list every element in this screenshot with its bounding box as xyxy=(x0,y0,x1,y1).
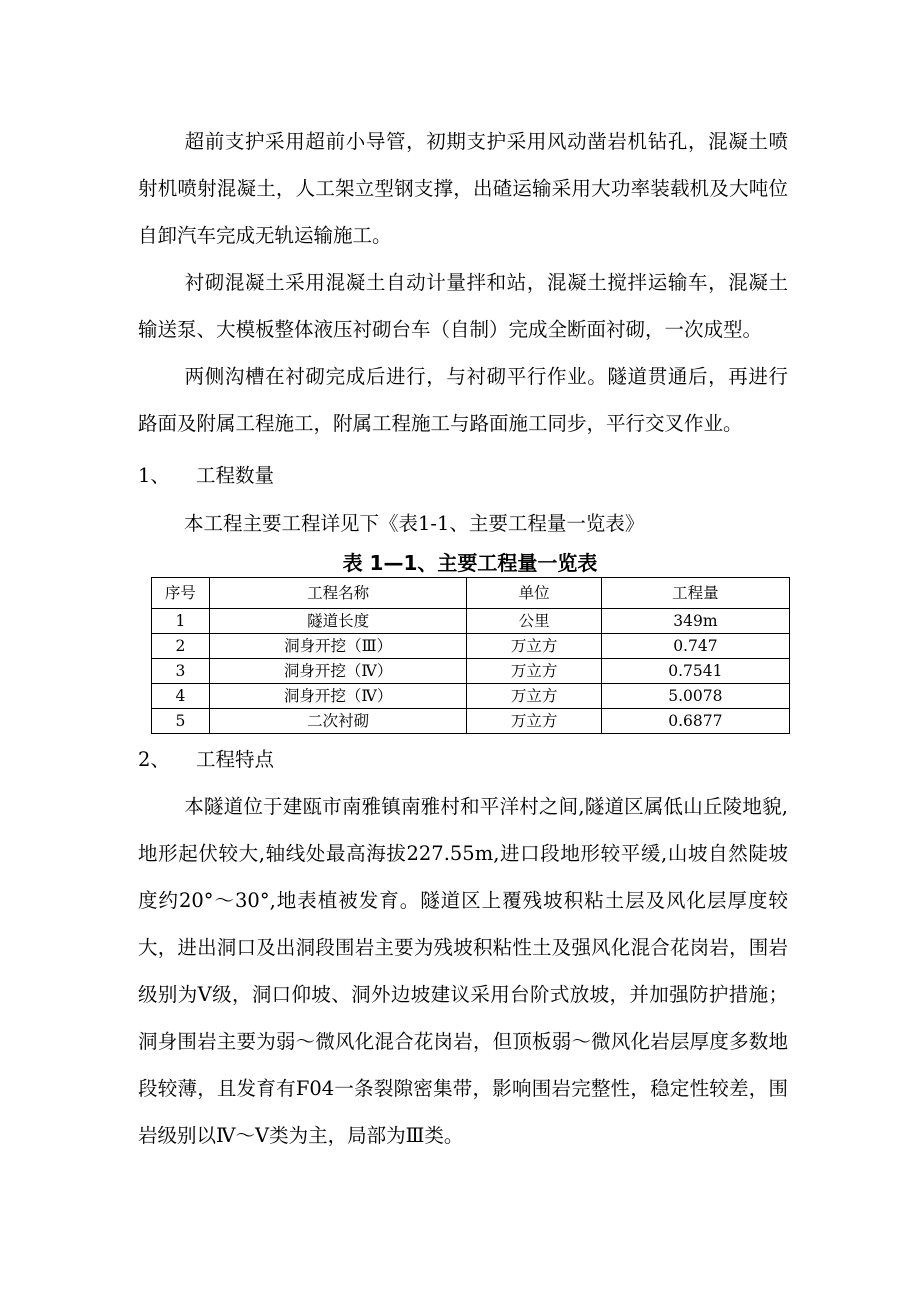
table-cell: 隧道长度 xyxy=(209,609,467,634)
table-cell: 洞身开挖（Ⅲ） xyxy=(209,634,467,659)
table-cell: 万立方 xyxy=(467,634,601,659)
table-row xyxy=(152,609,790,634)
table-cell: 5.0078 xyxy=(601,684,789,709)
table-cell: 万立方 xyxy=(467,659,601,684)
header-cell: 序号 xyxy=(152,578,210,609)
table-row xyxy=(152,659,790,684)
table-intro-text: 本工程主要工程详见下《表1-1、主要工程量一览表》 xyxy=(184,512,645,535)
table-header-row xyxy=(152,578,790,609)
section-title: 工程特点 xyxy=(196,748,275,771)
paragraph-text: 超前支护采用超前小导管，初期支护采用风动凿岩机钻孔，混凝土喷射机喷射混凝土，人工架立型钢支撑，出碴运输采用大功率装载机及大吨位自卸汽车完成无轨运输施工。 xyxy=(138,130,788,247)
table-cell: 1 xyxy=(152,609,210,634)
table-cell: 公里 xyxy=(467,609,601,634)
table-cell: 0.747 xyxy=(601,634,789,659)
table-cell: 万立方 xyxy=(467,684,601,709)
table-cell: 二次衬砌 xyxy=(209,709,467,734)
header-cell: 单位 xyxy=(467,578,601,609)
header-cell: 工程量 xyxy=(601,578,789,609)
table-cell: 349m xyxy=(601,609,789,634)
table-cell: 洞身开挖（Ⅳ） xyxy=(209,684,467,709)
table-row xyxy=(152,634,790,659)
table-row xyxy=(152,684,790,709)
paragraph-tunnel-features xyxy=(138,783,788,1159)
section-number: 1、 xyxy=(138,464,170,487)
table-caption: 表 1—1、主要工程量一览表 xyxy=(342,551,598,575)
header-cell: 工程名称 xyxy=(209,578,467,609)
paragraph-lining xyxy=(138,259,788,353)
paragraph-text: 衬砌混凝土采用混凝土自动计量拌和站，混凝土搅拌运输车，混凝土输送泵、大模板整体液压衬砌台车（自制）完成全断面衬砌，一次成型。 xyxy=(138,271,788,341)
table-cell: 万立方 xyxy=(467,709,601,734)
table-cell: 2 xyxy=(152,634,210,659)
section-heading-features xyxy=(138,745,274,775)
paragraph-trench xyxy=(138,353,788,447)
table-cell: 洞身开挖（Ⅳ） xyxy=(209,659,467,684)
section-title: 工程数量 xyxy=(196,464,275,487)
table-cell: 3 xyxy=(152,659,210,684)
table-row xyxy=(152,709,790,734)
paragraph-advance-support xyxy=(138,118,788,259)
paragraph-text: 本隧道位于建瓯市南雅镇南雅村和平洋村之间,隧道区属低山丘陵地貌,地形起伏较大,轴线处最高海拔227.55m,进口段地形较平缓,山坡自然陡坡度约20°～30°,地表植被发育。隧道区上覆残坡积粘土层及风化层厚度较大，进出洞口及出洞段围岩主要为残坡积粘性土及强风化混合花岗岩，围岩级别为V级，洞口仰坡、洞外边坡建议采用台阶式放坡，并加强防护措施；洞身围岩主要为弱～微风化混合花岗岩，但顶板弱～微风化岩层厚度多数地段较薄，且发育有F04一条裂隙密集带，影响围岩完整性，稳定性较差，围岩级别以Ⅳ～Ⅴ类为主，局部为Ⅲ类。 xyxy=(138,795,788,1147)
table-cell: 0.6877 xyxy=(601,709,789,734)
table-cell: 5 xyxy=(152,709,210,734)
section-heading-quantities xyxy=(138,461,274,491)
quantities-table xyxy=(151,577,790,734)
table-cell: 4 xyxy=(152,684,210,709)
paragraph-text: 两侧沟槽在衬砌完成后进行，与衬砌平行作业。隧道贯通后，再进行路面及附属工程施工，附属工程施工与路面施工同步，平行交叉作业。 xyxy=(138,365,788,435)
section-number: 2、 xyxy=(138,748,170,771)
table-cell: 0.7541 xyxy=(601,659,789,684)
